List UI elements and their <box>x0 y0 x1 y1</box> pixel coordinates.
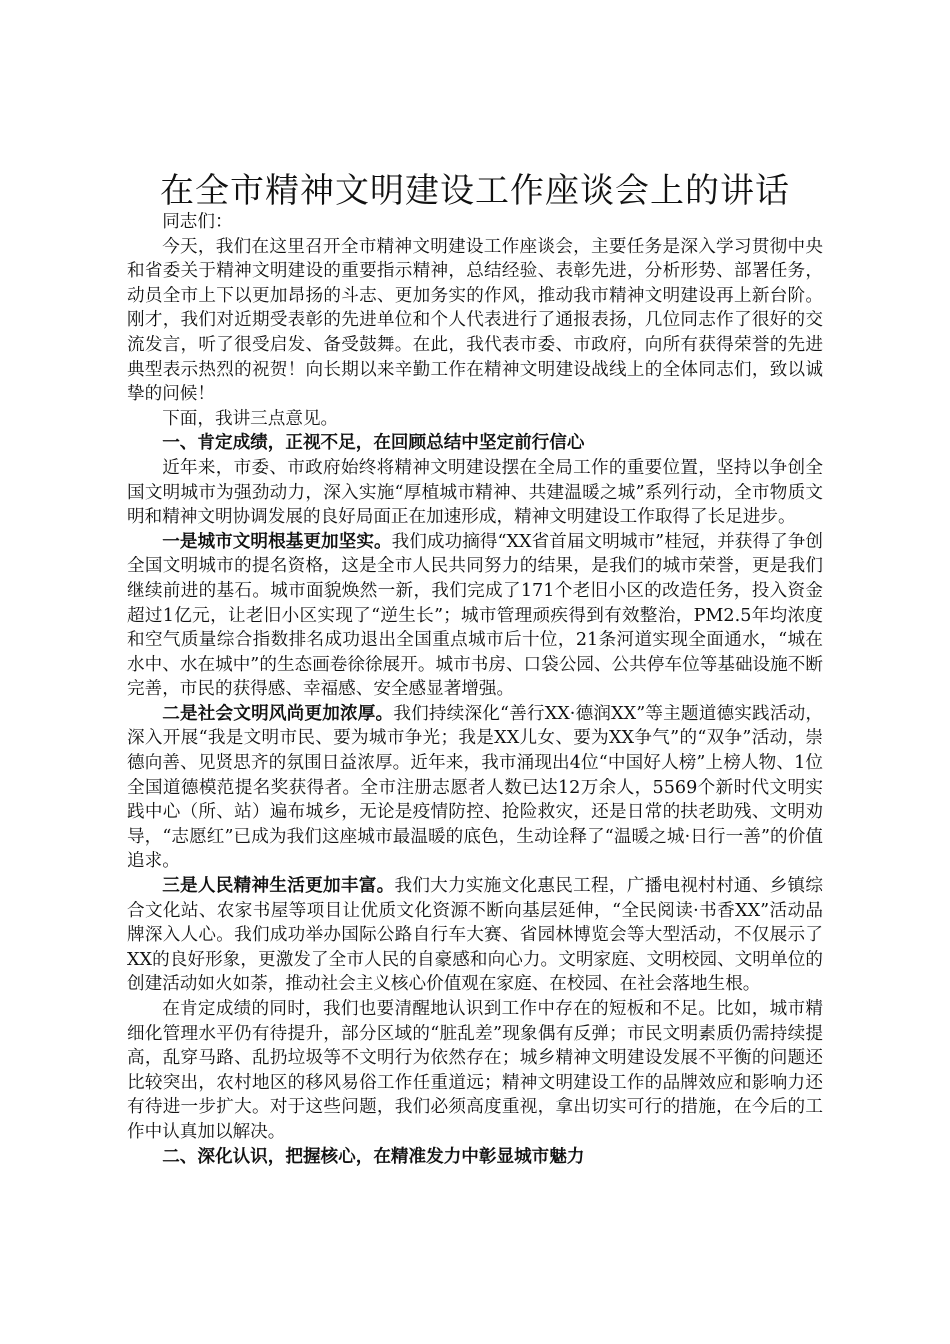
document-body <box>127 210 823 1169</box>
paragraph-point-3 <box>127 874 823 997</box>
point-2-lead: 二是社会文明风尚更加浓厚。 <box>162 702 394 724</box>
paragraph-shortcomings: 在肯定成绩的同时，我们也要清醒地认识到工作中存在的短板和不足。比如，城市精细化管理水平仍有待提升，部分区域的“脏乱差”现象偶有反弹；市民文明素质仍需持续提高，乱穿马路、乱扔垃圾等不文明行为依然存在；城乡精神文明建设发展不平衡的问题还比较突出，农村地区的移风易俗工作任重道远；精神文明建设工作的品牌效应和影响力还有待进一步扩大。对于这些问题，我们必须高度重视，拿出切实可行的措施，在今后的工作中认真加以解决。 <box>127 999 823 1142</box>
point-3-lead: 三是人民精神生活更加丰富。 <box>162 875 395 897</box>
section-heading-1: 一、肯定成绩，正视不足，在回顾总结中坚定前行信心 <box>162 432 585 454</box>
paragraph-intro: 下面，我讲三点意见。 <box>162 408 339 429</box>
section-heading-2: 二、深化认识，把握核心，在精准发力中彰显城市魅力 <box>162 1145 585 1167</box>
document-title: 在全市精神文明建设工作座谈会上的讲话 <box>160 171 790 211</box>
point-1-text: 我们成功摘得“XX省首届文明城市”桂冠，并获得了争创全国文明城市的提名资格，这是全市人民共同努力的结果，是我们的城市荣誉，更是我们继续前进的基石。城市面貌焕然一新，我们完成了171个老旧小区的改造任务，投入资金超过1亿元，让老旧小区实现了“逆生长”；城市管理顽疾得到有效整治，PM2.5年均浓度和空气质量综合指数排名成功退出全国重点城市后十位，21条河道实现全面通水，“城在水中、水在城中”的生态画卷徐徐展开。城市书房、口袋公园、公共停车位等基础设施不断完善，市民的获得感、幸福感、安全感显著增强。 <box>127 531 823 700</box>
point-2-text: 我们持续深化“善行XX·德润XX”等主题道德实践活动，深入开展“我是文明市民、要为城市争光；我是XX儿女、要为XX争气”的“双争”活动，崇德向善、见贤思齐的氛围日益浓厚。近年来，我市涌现出4位“中国好人榜”上榜人物、1位全国道德模范提名奖获得者。全市注册志愿者人数已达12万余人，5569个新时代文明实践中心（所、站）遍布城乡，无论是疫情防控、抢险救灾，还是日常的扶老助残、文明劝导，“志愿红”已成为我们这座城市最温暖的底色，生动诠释了“温暖之城·日行一善”的价值追求。 <box>127 703 823 872</box>
paragraph-point-2 <box>127 702 823 874</box>
salutation: 同志们： <box>162 212 233 232</box>
paragraph-overview: 近年来，市委、市政府始终将精神文明建设摆在全局工作的重要位置，坚持以争创全国文明城市为强劲动力，深入实施“厚植城市精神、共建温暖之城”系列行动，全市物质文明和精神文明协调发展的良好局面正在加速形成，精神文明建设工作取得了长足进步。 <box>127 457 823 528</box>
paragraph-opening: 今天，我们在这里召开全市精神文明建设工作座谈会，主要任务是深入学习贯彻中央和省委关于精神文明建设的重要指示精神，总结经验、表彰先进，分析形势、部署任务，动员全市上下以更加昂扬的斗志、更加务实的作风，推动我市精神文明建设再上新台阶。刚才，我们对近期受表彰的先进单位和个人代表进行了通报表扬，几位同志作了很好的交流发言，听了很受启发、备受鼓舞。在此，我代表市委、市政府，向所有获得荣誉的先进典型表示热烈的祝贺！向长期以来辛勤工作在精神文明建设战线上的全体同志们，致以诚挚的问候！ <box>127 236 823 405</box>
point-1-lead: 一是城市文明根基更加坚实。 <box>162 530 392 552</box>
point-3-text: 我们大力实施文化惠民工程，广播电视村村通、乡镇综合文化站、农家书屋等项目让优质文化资源不断向基层延伸，“全民阅读·书香XX”活动品牌深入人心。我们成功举办国际公路自行车大赛、省园林博览会等大型活动，不仅展示了XX的良好形象，更激发了全市人民的自豪感和向心力。文明家庭、文明校园、文明单位的创建活动如火如荼，推动社会主义核心价值观在家庭、在校园、在社会落地生根。 <box>127 876 823 995</box>
paragraph-point-1 <box>127 530 823 702</box>
